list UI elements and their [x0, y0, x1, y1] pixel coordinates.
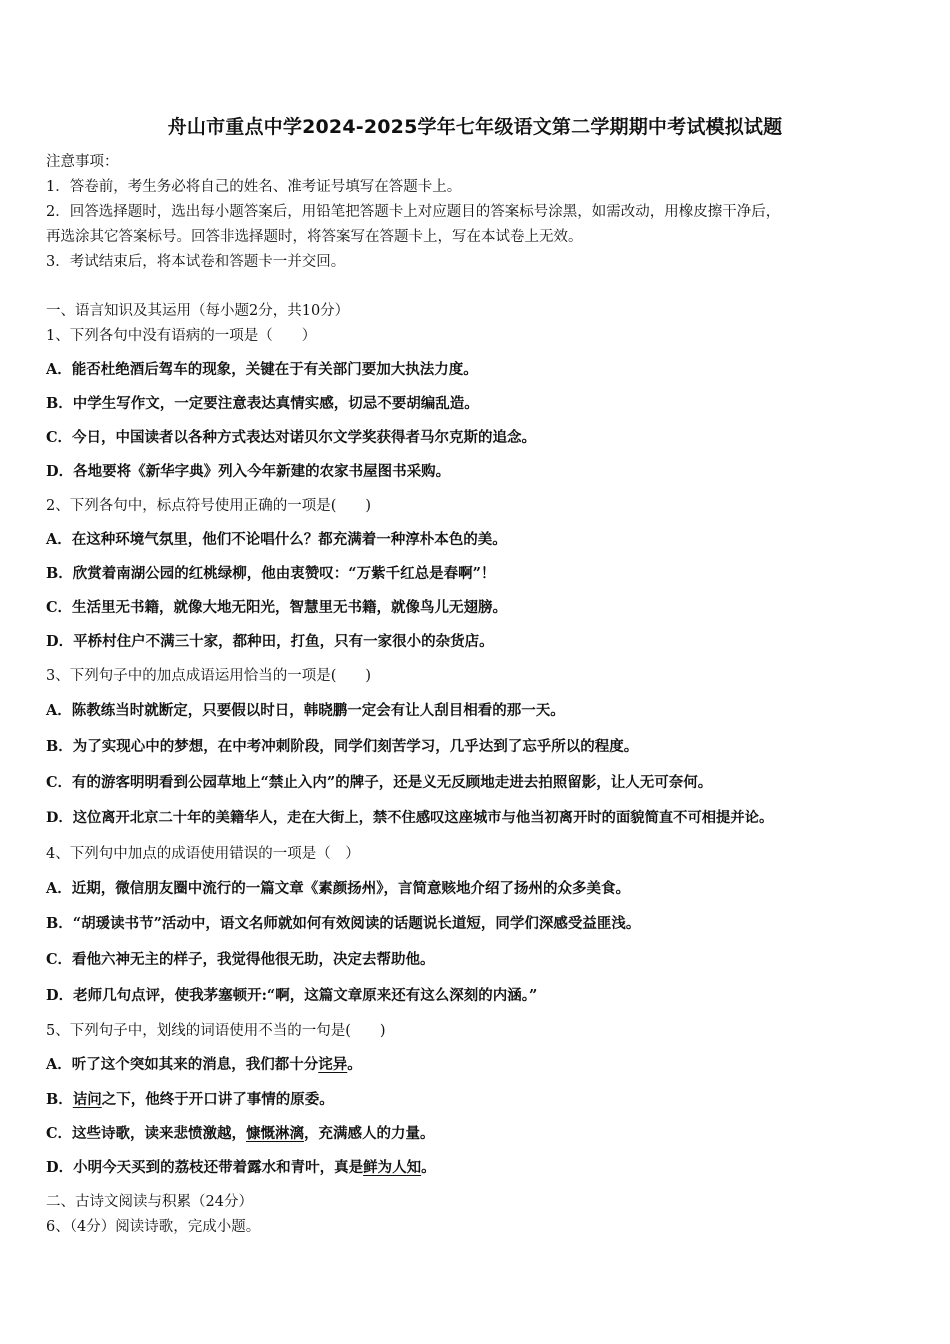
notice-heading: 注意事项：: [46, 154, 119, 170]
underlined-word: 慷慨淋漓: [246, 1125, 305, 1142]
section-1-heading: 一、语言知识及其运用（每小题2分，共10分）: [46, 303, 350, 319]
question-5-option-a: [46, 1055, 362, 1075]
question-5-option-d: [46, 1158, 436, 1178]
notice-item-3: 3．考试结束后，将本试卷和答题卡一并交回。: [46, 254, 346, 270]
section-2-heading: 二、古诗文阅读与积累（24分）: [46, 1194, 253, 1210]
notice-item-2-cont: 再选涂其它答案标号。回答非选择题时，将答案写在答题卡上，写在本试卷上无效。: [46, 229, 583, 245]
question-1-option-c: C．今日，中国读者以各种方式表达对诺贝尔文学奖获得者马尔克斯的追念。: [46, 429, 537, 446]
question-6-stem: 6、（4分）阅读诗歌，完成小题。: [46, 1219, 261, 1235]
option-text: 。: [421, 1159, 436, 1176]
question-3-option-d: D．这位离开北京二十年的美籍华人，走在大街上，禁不住感叹这座城市与他当初离开时的面貌简直不可相提并论。: [46, 810, 774, 826]
question-1-stem: 1、下列各句中没有语病的一项是（ ）: [46, 328, 317, 344]
question-1-option-a: A．能否杜绝酒后驾车的现象，关键在于有关部门要加大执法力度。: [46, 361, 478, 378]
page-title: 舟山市重点中学2024-2025学年七年级语文第二学期期中考试模拟试题: [167, 116, 783, 138]
question-3-option-a: A．陈教练当时就断定，只要假以时日，韩晓鹏一定会有让人刮目相看的那一天。: [46, 702, 565, 719]
option-text: ，充满感人的力量。: [304, 1125, 435, 1142]
question-2-option-b: B．欣赏着南湖公园的红桃绿柳，他由衷赞叹：“万紫千红总是春啊”！: [46, 565, 496, 582]
question-5-option-b: [46, 1090, 334, 1110]
option-text: B．: [46, 1091, 73, 1108]
question-1-option-d: D．各地要将《新华字典》列入今年新建的农家书屋图书采购。: [46, 463, 451, 480]
underlined-word: 鲜为人知: [363, 1159, 422, 1176]
question-4-option-d: D．老师几句点评，使我茅塞顿开:“啊，这篇文章原来还有这么深刻的内涵。”: [46, 987, 538, 1004]
underlined-word: 诧异: [318, 1056, 348, 1073]
question-4-option-c: C．看他六神无主的样子，我觉得他很无助，决定去帮助他。: [46, 951, 435, 968]
question-4-option-a: A．近期，微信朋友圈中流行的一篇文章《素颜扬州》，言简意赅地介绍了扬州的众多美食。: [46, 880, 630, 897]
question-2-stem: 2、下列各句中，标点符号使用正确的一项是( ): [46, 498, 372, 514]
question-2-option-a: A．在这种环境气氛里，他们不论唱什么？都充满着一种淳朴本色的美。: [46, 531, 507, 548]
option-text: A．听了这个突如其来的消息，我们都十分: [46, 1056, 319, 1073]
question-5-stem: 5、下列句子中，划线的词语使用不当的一句是( ): [46, 1023, 386, 1039]
question-3-stem: 3、下列句子中的加点成语运用恰当的一项是( ): [46, 668, 372, 684]
question-5-option-c: [46, 1124, 435, 1144]
option-text: 之下，他终于开口讲了事情的原委。: [101, 1091, 334, 1108]
question-2-option-c: C．生活里无书籍，就像大地无阳光，智慧里无书籍，就像鸟儿无翅膀。: [46, 599, 508, 616]
question-2-option-d: D．平桥村住户不满三十家，都种田，打鱼，只有一家很小的杂货店。: [46, 633, 494, 650]
option-text: 。: [347, 1056, 362, 1073]
question-3-option-b: B．为了实现心中的梦想，在中考冲刺阶段，同学们刻苦学习，几乎达到了忘乎所以的程度。: [46, 738, 639, 755]
notice-item-1: 1．答卷前，考生务必将自己的姓名、准考证号填写在答题卡上。: [46, 179, 462, 195]
question-1-option-b: B．中学生写作文，一定要注意表达真情实感，切忌不要胡编乱造。: [46, 395, 479, 412]
question-4-option-b: B．“胡瑗读书节”活动中，语文名师就如何有效阅读的话题说长道短，同学们深感受益匪浅。: [46, 915, 641, 932]
question-4-stem: 4、下列句中加点的成语使用错误的一项是（ ）: [46, 846, 360, 862]
question-3-option-c: C．有的游客明明看到公园草地上“禁止入内”的牌子，还是义无反顾地走进去拍照留影，让人无可奈何。: [46, 774, 713, 791]
notice-item-2: 2．回答选择题时，选出每小题答案后，用铅笔把答题卡上对应题目的答案标号涂黑，如需改动，用橡皮擦干净后，: [46, 204, 781, 220]
option-text: D．小明今天买到的荔枝还带着露水和青叶，真是: [46, 1159, 364, 1176]
option-text: C．这些诗歌，读来悲愤激越，: [46, 1125, 247, 1142]
underlined-word: 诘问: [72, 1091, 102, 1108]
